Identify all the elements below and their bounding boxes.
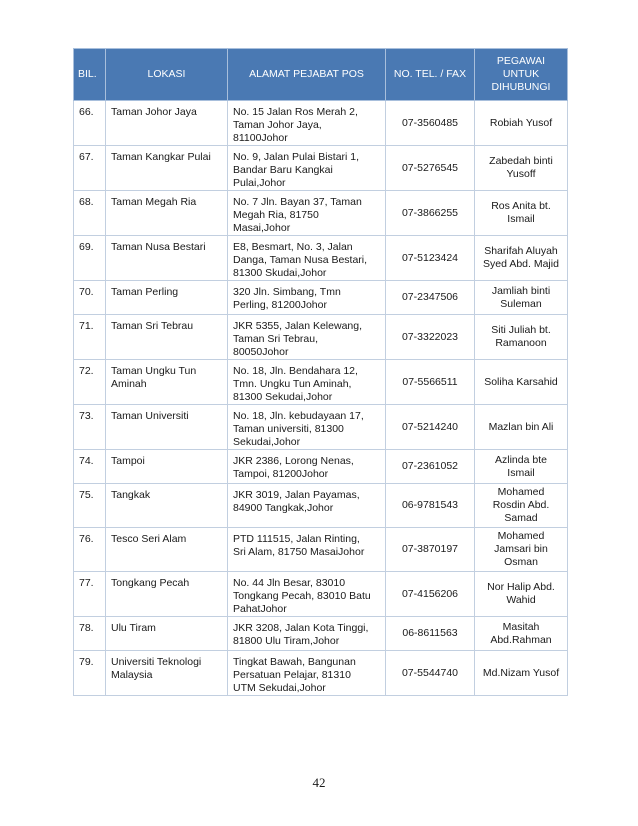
contact-person-cell: [475, 191, 568, 236]
location-cell: [106, 281, 228, 315]
contact-person-line: Ros Anita bt.: [491, 200, 551, 212]
contact-person-line: Abd.Rahman: [490, 633, 552, 646]
contact-person-line: Mohamed: [497, 530, 545, 542]
header-lokasi: LOKASI: [106, 49, 228, 101]
location-line: Ulu Tiram: [111, 622, 156, 634]
location-cell: [106, 651, 228, 696]
contact-person-line: Ramanoon: [495, 337, 547, 349]
row-number: 75.: [74, 484, 106, 528]
contact-person-line: Zabedah binti: [489, 155, 553, 167]
address-line: 81800 Ulu Tiram,Johor: [233, 635, 340, 647]
contact-person-line: Robiah Yusof: [489, 116, 553, 129]
address-line: 320 Jln. Simbang, Tmn: [233, 286, 341, 298]
phone-cell: 07-2361052: [386, 450, 475, 484]
row-number: 66.: [74, 101, 106, 146]
address-line: PTD 111515, Jalan Rinting,: [233, 533, 360, 545]
phone-cell: 07-5566511: [386, 360, 475, 405]
location-cell: [106, 405, 228, 450]
location-line: Taman Johor Jaya: [111, 106, 197, 118]
location-line: Taman Perling: [111, 286, 179, 298]
phone-cell: 07-3866255: [386, 191, 475, 236]
phone-cell: 06-9781543: [386, 484, 475, 528]
contact-person-line: Syed Abd. Majid: [483, 258, 559, 270]
location-cell: [106, 484, 228, 528]
address-cell: [228, 617, 386, 651]
row-number: 76.: [74, 528, 106, 572]
table-row: [74, 405, 568, 450]
phone-cell: 07-3322023: [386, 315, 475, 360]
address-cell: [228, 236, 386, 281]
address-line: Danga, Taman Nusa Bestari,: [233, 254, 368, 266]
contact-person-line: Sharifah Aluyah: [484, 245, 558, 257]
location-cell: [106, 450, 228, 484]
phone-cell: 07-3870197: [386, 528, 475, 572]
location-line: Malaysia: [111, 669, 153, 681]
contact-person-line: Mazlan bin Ali: [488, 420, 554, 433]
location-line: Tangkak: [111, 489, 151, 501]
address-cell: [228, 484, 386, 528]
row-number: 78.: [74, 617, 106, 651]
address-cell: [228, 450, 386, 484]
address-line: Tmn. Ungku Tun Aminah,: [233, 378, 352, 390]
phone-cell: 07-5123424: [386, 236, 475, 281]
address-cell: [228, 315, 386, 360]
address-line: JKR 2386, Lorong Nenas,: [233, 455, 354, 467]
address-line: Megah Ria, 81750: [233, 209, 319, 221]
address-line: Pulai,Johor: [233, 177, 286, 189]
contact-person-cell: [475, 572, 568, 617]
location-cell: [106, 236, 228, 281]
address-line: Tampoi, 81200Johor: [233, 468, 329, 480]
address-line: JKR 5355, Jalan Kelewang,: [233, 320, 362, 332]
address-cell: [228, 191, 386, 236]
row-number: 68.: [74, 191, 106, 236]
location-line: Aminah: [111, 378, 147, 390]
contact-person-line: Soliha Karsahid: [484, 375, 558, 388]
address-cell: [228, 528, 386, 572]
phone-cell: 07-5544740: [386, 651, 475, 696]
address-line: Taman Sri Tebrau,: [233, 333, 319, 345]
row-number: 72.: [74, 360, 106, 405]
row-number: 69.: [74, 236, 106, 281]
location-cell: [106, 101, 228, 146]
contact-person-cell: [475, 450, 568, 484]
header-row: [74, 49, 568, 101]
table-row: [74, 651, 568, 696]
address-line: No. 9, Jalan Pulai Bistari 1,: [233, 151, 360, 163]
address-line: 81300 Sekudai,Johor: [233, 391, 333, 403]
phone-cell: 07-4156206: [386, 572, 475, 617]
contact-person-cell: [475, 236, 568, 281]
address-line: Perling, 81200Johor: [233, 299, 327, 311]
contact-person-line: Mohamed: [497, 486, 545, 498]
contact-person-cell: [475, 281, 568, 315]
contact-person-cell: [475, 146, 568, 191]
table-row: [74, 101, 568, 146]
location-cell: [106, 360, 228, 405]
table-header: [74, 49, 568, 101]
location-cell: [106, 146, 228, 191]
contact-person-cell: [475, 651, 568, 696]
contact-person-cell: [475, 315, 568, 360]
contact-person-line: Jamliah binti: [491, 284, 551, 297]
header-pegawai-line: DIHUBUNGI: [491, 81, 551, 93]
location-line: Taman Ungku Tun: [111, 365, 197, 377]
contact-person-cell: [475, 528, 568, 572]
row-number: 74.: [74, 450, 106, 484]
table-body: [74, 101, 568, 696]
location-cell: [106, 528, 228, 572]
address-line: Masai,Johor: [233, 222, 291, 234]
address-line: 81100Johor: [233, 132, 288, 144]
address-cell: [228, 281, 386, 315]
address-line: Sekudai,Johor: [233, 436, 301, 448]
location-line: Tongkang Pecah: [111, 577, 190, 589]
phone-cell: 07-5276545: [386, 146, 475, 191]
row-number: 77.: [74, 572, 106, 617]
address-line: No. 15 Jalan Ros Merah 2,: [233, 106, 358, 118]
address-line: No. 18, Jln. Bendahara 12,: [233, 365, 358, 377]
address-line: Persatuan Pelajar, 81310: [233, 669, 351, 681]
address-line: Taman Johor Jaya,: [233, 119, 322, 131]
table-row: [74, 360, 568, 405]
contact-person-line: Nor Halip Abd.: [487, 581, 555, 593]
location-line: Tesco Seri Alam: [111, 533, 187, 545]
address-line: 84900 Tangkak,Johor: [233, 502, 334, 514]
address-line: No. 7 Jln. Bayan 37, Taman: [233, 196, 362, 208]
contact-person-line: Ismail: [507, 466, 535, 479]
address-line: 81300 Skudai,Johor: [233, 267, 327, 279]
address-line: JKR 3019, Jalan Payamas,: [233, 489, 360, 501]
location-line: Taman Megah Ria: [111, 196, 197, 208]
address-cell: [228, 405, 386, 450]
phone-cell: 07-2347506: [386, 281, 475, 315]
address-line: PahatJohor: [233, 603, 287, 615]
phone-cell: 06-8611563: [386, 617, 475, 651]
header-pegawai-line: PEGAWAI: [496, 55, 546, 67]
address-cell: [228, 101, 386, 146]
header-alamat: ALAMAT PEJABAT POS: [228, 49, 386, 101]
row-number: 73.: [74, 405, 106, 450]
table-row: [74, 191, 568, 236]
location-cell: [106, 191, 228, 236]
contact-person-cell: [475, 405, 568, 450]
table-row: [74, 236, 568, 281]
contact-person-line: Ismail: [507, 213, 535, 225]
contact-person-cell: [475, 484, 568, 528]
table-row: [74, 281, 568, 315]
row-number: 70.: [74, 281, 106, 315]
contact-person-line: Masitah: [502, 620, 540, 633]
location-line: Taman Kangkar Pulai: [111, 151, 211, 163]
table-row: [74, 146, 568, 191]
address-cell: [228, 146, 386, 191]
location-line: Tampoi: [111, 455, 145, 467]
address-cell: [228, 572, 386, 617]
contact-person-cell: [475, 101, 568, 146]
contact-person-line: Yusoff: [506, 168, 536, 180]
address-line: No. 44 Jln Besar, 83010: [233, 577, 346, 589]
location-line: Taman Universiti: [111, 410, 189, 422]
page-number: 42: [312, 775, 326, 790]
address-line: 80050Johor: [233, 346, 289, 358]
contact-person-line: Siti Juliah bt.: [491, 324, 551, 336]
row-number: 71.: [74, 315, 106, 360]
contact-person-cell: [475, 360, 568, 405]
header-tel: NO. TEL. / FAX: [386, 49, 475, 101]
table-row: [74, 315, 568, 360]
address-cell: [228, 360, 386, 405]
address-line: JKR 3208, Jalan Kota Tinggi,: [233, 622, 369, 634]
location-cell: [106, 572, 228, 617]
address-line: E8, Besmart, No. 3, Jalan: [233, 241, 353, 253]
address-line: No. 18, Jln. kebudayaan 17,: [233, 410, 364, 422]
table-row: [74, 528, 568, 572]
contact-person-line: Azlinda bte: [495, 453, 547, 466]
address-line: Tingkat Bawah, Bangunan: [233, 656, 356, 668]
location-line: Taman Nusa Bestari: [111, 241, 206, 253]
contact-person-line: Md.Nizam Yusof: [482, 666, 560, 679]
table-row: [74, 617, 568, 651]
contact-person-line: Jamsari bin: [494, 543, 548, 555]
post-office-directory-table: [73, 48, 568, 696]
location-line: Universiti Teknologi: [111, 656, 202, 668]
address-cell: [228, 651, 386, 696]
address-line: UTM Sekudai,Johor: [233, 682, 326, 694]
location-cell: [106, 315, 228, 360]
table-row: [74, 572, 568, 617]
header-pegawai: [475, 49, 568, 101]
contact-person-line: Suleman: [500, 297, 542, 310]
address-line: Tongkang Pecah, 83010 Batu: [233, 590, 371, 602]
contact-person-line: Wahid: [506, 594, 536, 606]
header-pegawai-line: UNTUK: [502, 68, 540, 80]
header-bil: BIL.: [74, 49, 106, 101]
address-line: Sri Alam, 81750 MasaiJohor: [233, 546, 365, 558]
contact-person-line: Osman: [504, 556, 538, 568]
row-number: 67.: [74, 146, 106, 191]
contact-person-cell: [475, 617, 568, 651]
table-row: [74, 450, 568, 484]
address-line: Taman universiti, 81300: [233, 423, 344, 435]
table-row: [74, 484, 568, 528]
address-line: Bandar Baru Kangkai: [233, 164, 333, 176]
location-line: Taman Sri Tebrau: [111, 320, 194, 332]
phone-cell: 07-5214240: [386, 405, 475, 450]
row-number: 79.: [74, 651, 106, 696]
contact-person-line: Rosdin Abd.: [492, 499, 550, 511]
phone-cell: 07-3560485: [386, 101, 475, 146]
contact-person-line: Samad: [504, 512, 538, 524]
location-cell: [106, 617, 228, 651]
